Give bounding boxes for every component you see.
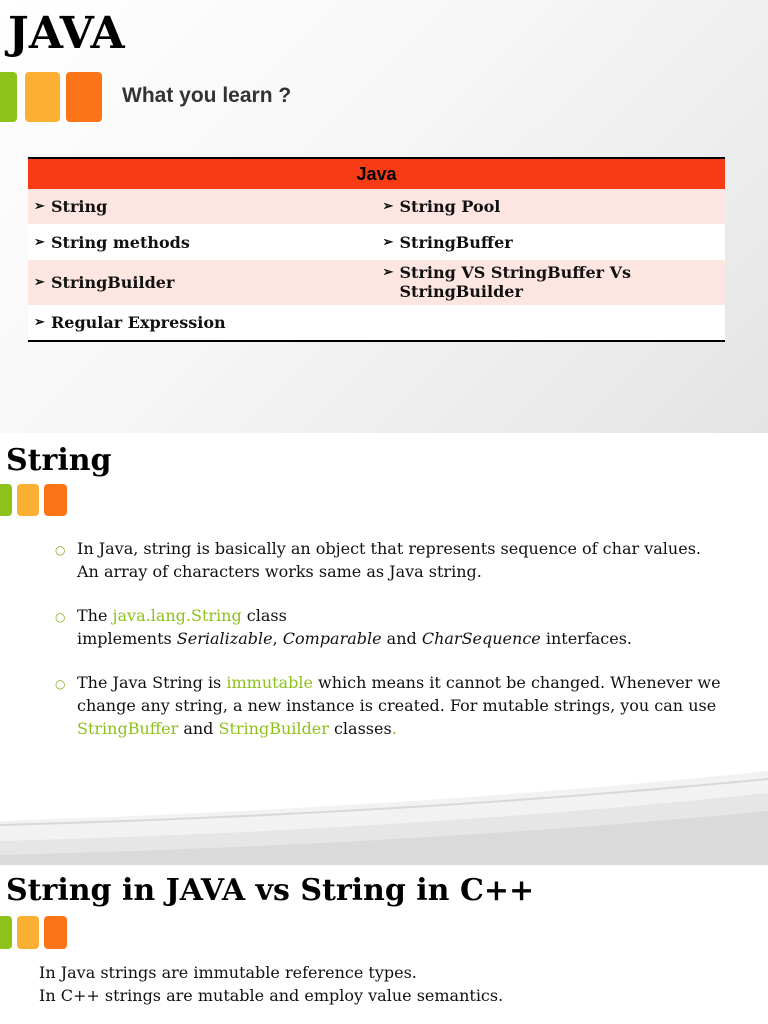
decor-square-yellow	[17, 484, 39, 516]
arrow-bullet-icon: ➢	[34, 315, 45, 330]
decor-square-orange	[44, 916, 67, 949]
table-cell	[28, 189, 377, 224]
table-cell-empty	[377, 305, 726, 340]
bullet-text: The Java String is	[77, 673, 227, 692]
bullet-list	[55, 537, 735, 761]
topic-label: String Pool	[399, 197, 501, 216]
bullet-text: and	[178, 719, 219, 738]
list-item	[55, 671, 735, 740]
slide-subtitle: What you learn ?	[122, 84, 292, 107]
arrow-bullet-icon: ➢	[382, 199, 394, 214]
bullet-text: classes	[328, 719, 392, 738]
topic-label: StringBuilder	[51, 273, 175, 292]
arrow-bullet-icon: ➢	[382, 234, 394, 250]
interface-name: Serializable	[176, 629, 273, 648]
table-row	[28, 189, 725, 224]
table-cell	[377, 189, 726, 224]
topic-label: Regular Expression	[51, 313, 226, 332]
arrow-bullet-icon: ➢	[34, 199, 45, 214]
decor-square-green	[0, 484, 12, 516]
topic-label: String	[51, 197, 108, 216]
list-item	[55, 537, 735, 583]
comparison-line: In C++ strings are mutable and employ value semantics.	[39, 986, 504, 1005]
table-row	[28, 224, 725, 260]
decor-square-yellow	[17, 916, 39, 949]
decor-square-yellow	[25, 72, 60, 122]
bullet-text: An array of characters works same as Java string.	[77, 562, 482, 581]
bullet-text: class	[241, 606, 287, 625]
circle-bullet-icon: ○	[55, 677, 66, 691]
highlight-term: java.lang.String	[112, 606, 242, 625]
bullet-text: interfaces.	[540, 629, 633, 648]
slide-java-vs-cpp	[0, 865, 768, 1024]
decor-square-green	[0, 916, 12, 949]
bullet-text: implements	[77, 629, 177, 648]
bullet-text: ,	[272, 629, 283, 648]
list-item	[55, 604, 735, 650]
highlight-term: StringBuffer	[77, 719, 179, 738]
table-cell	[28, 305, 377, 340]
decor-square-orange	[44, 484, 67, 516]
topic-label: String VS StringBuffer Vs StringBuilder	[399, 263, 632, 301]
highlight-term: StringBuilder	[218, 719, 329, 738]
topic-label: StringBuffer	[399, 232, 513, 252]
circle-bullet-icon: ○	[55, 610, 66, 624]
table-cell	[377, 260, 726, 305]
highlight-period: .	[391, 719, 397, 738]
topics-table	[28, 157, 725, 342]
bullet-text: In Java, string is basically an object that represents sequence of char values.	[77, 539, 701, 558]
table-header: Java	[28, 159, 725, 189]
circle-bullet-icon: ○	[55, 543, 66, 557]
slide-string	[0, 433, 768, 865]
slide-title: String	[6, 443, 112, 478]
table-row	[28, 260, 725, 305]
topic-label: String methods	[51, 232, 190, 252]
slide-title: String in JAVA vs String in C++	[6, 873, 535, 908]
bullet-text: The	[77, 606, 113, 625]
decor-square-green	[0, 72, 17, 122]
table-row	[28, 305, 725, 340]
bullet-text: and	[381, 629, 422, 648]
arrow-bullet-icon: ➢	[34, 234, 45, 250]
highlight-term: immutable	[226, 673, 313, 692]
slide-title: JAVA	[8, 8, 125, 59]
comparison-text	[39, 961, 503, 1007]
table-cell	[377, 224, 726, 260]
decorative-swoosh	[0, 763, 768, 865]
interface-name: Comparable	[282, 629, 382, 648]
slide-java-overview	[0, 0, 768, 433]
arrow-bullet-icon: ➢	[382, 265, 394, 280]
bullet-text: which means it cannot be changed. Whenever we change any string, a new instance is created. For mutable strings, you can use	[77, 673, 721, 715]
decor-square-orange	[66, 72, 102, 122]
comparison-line: In Java strings are immutable reference types.	[39, 963, 417, 982]
table-cell	[28, 224, 377, 260]
arrow-bullet-icon: ➢	[34, 275, 45, 290]
interface-name: CharSequence	[421, 629, 541, 648]
table-cell	[28, 260, 377, 305]
